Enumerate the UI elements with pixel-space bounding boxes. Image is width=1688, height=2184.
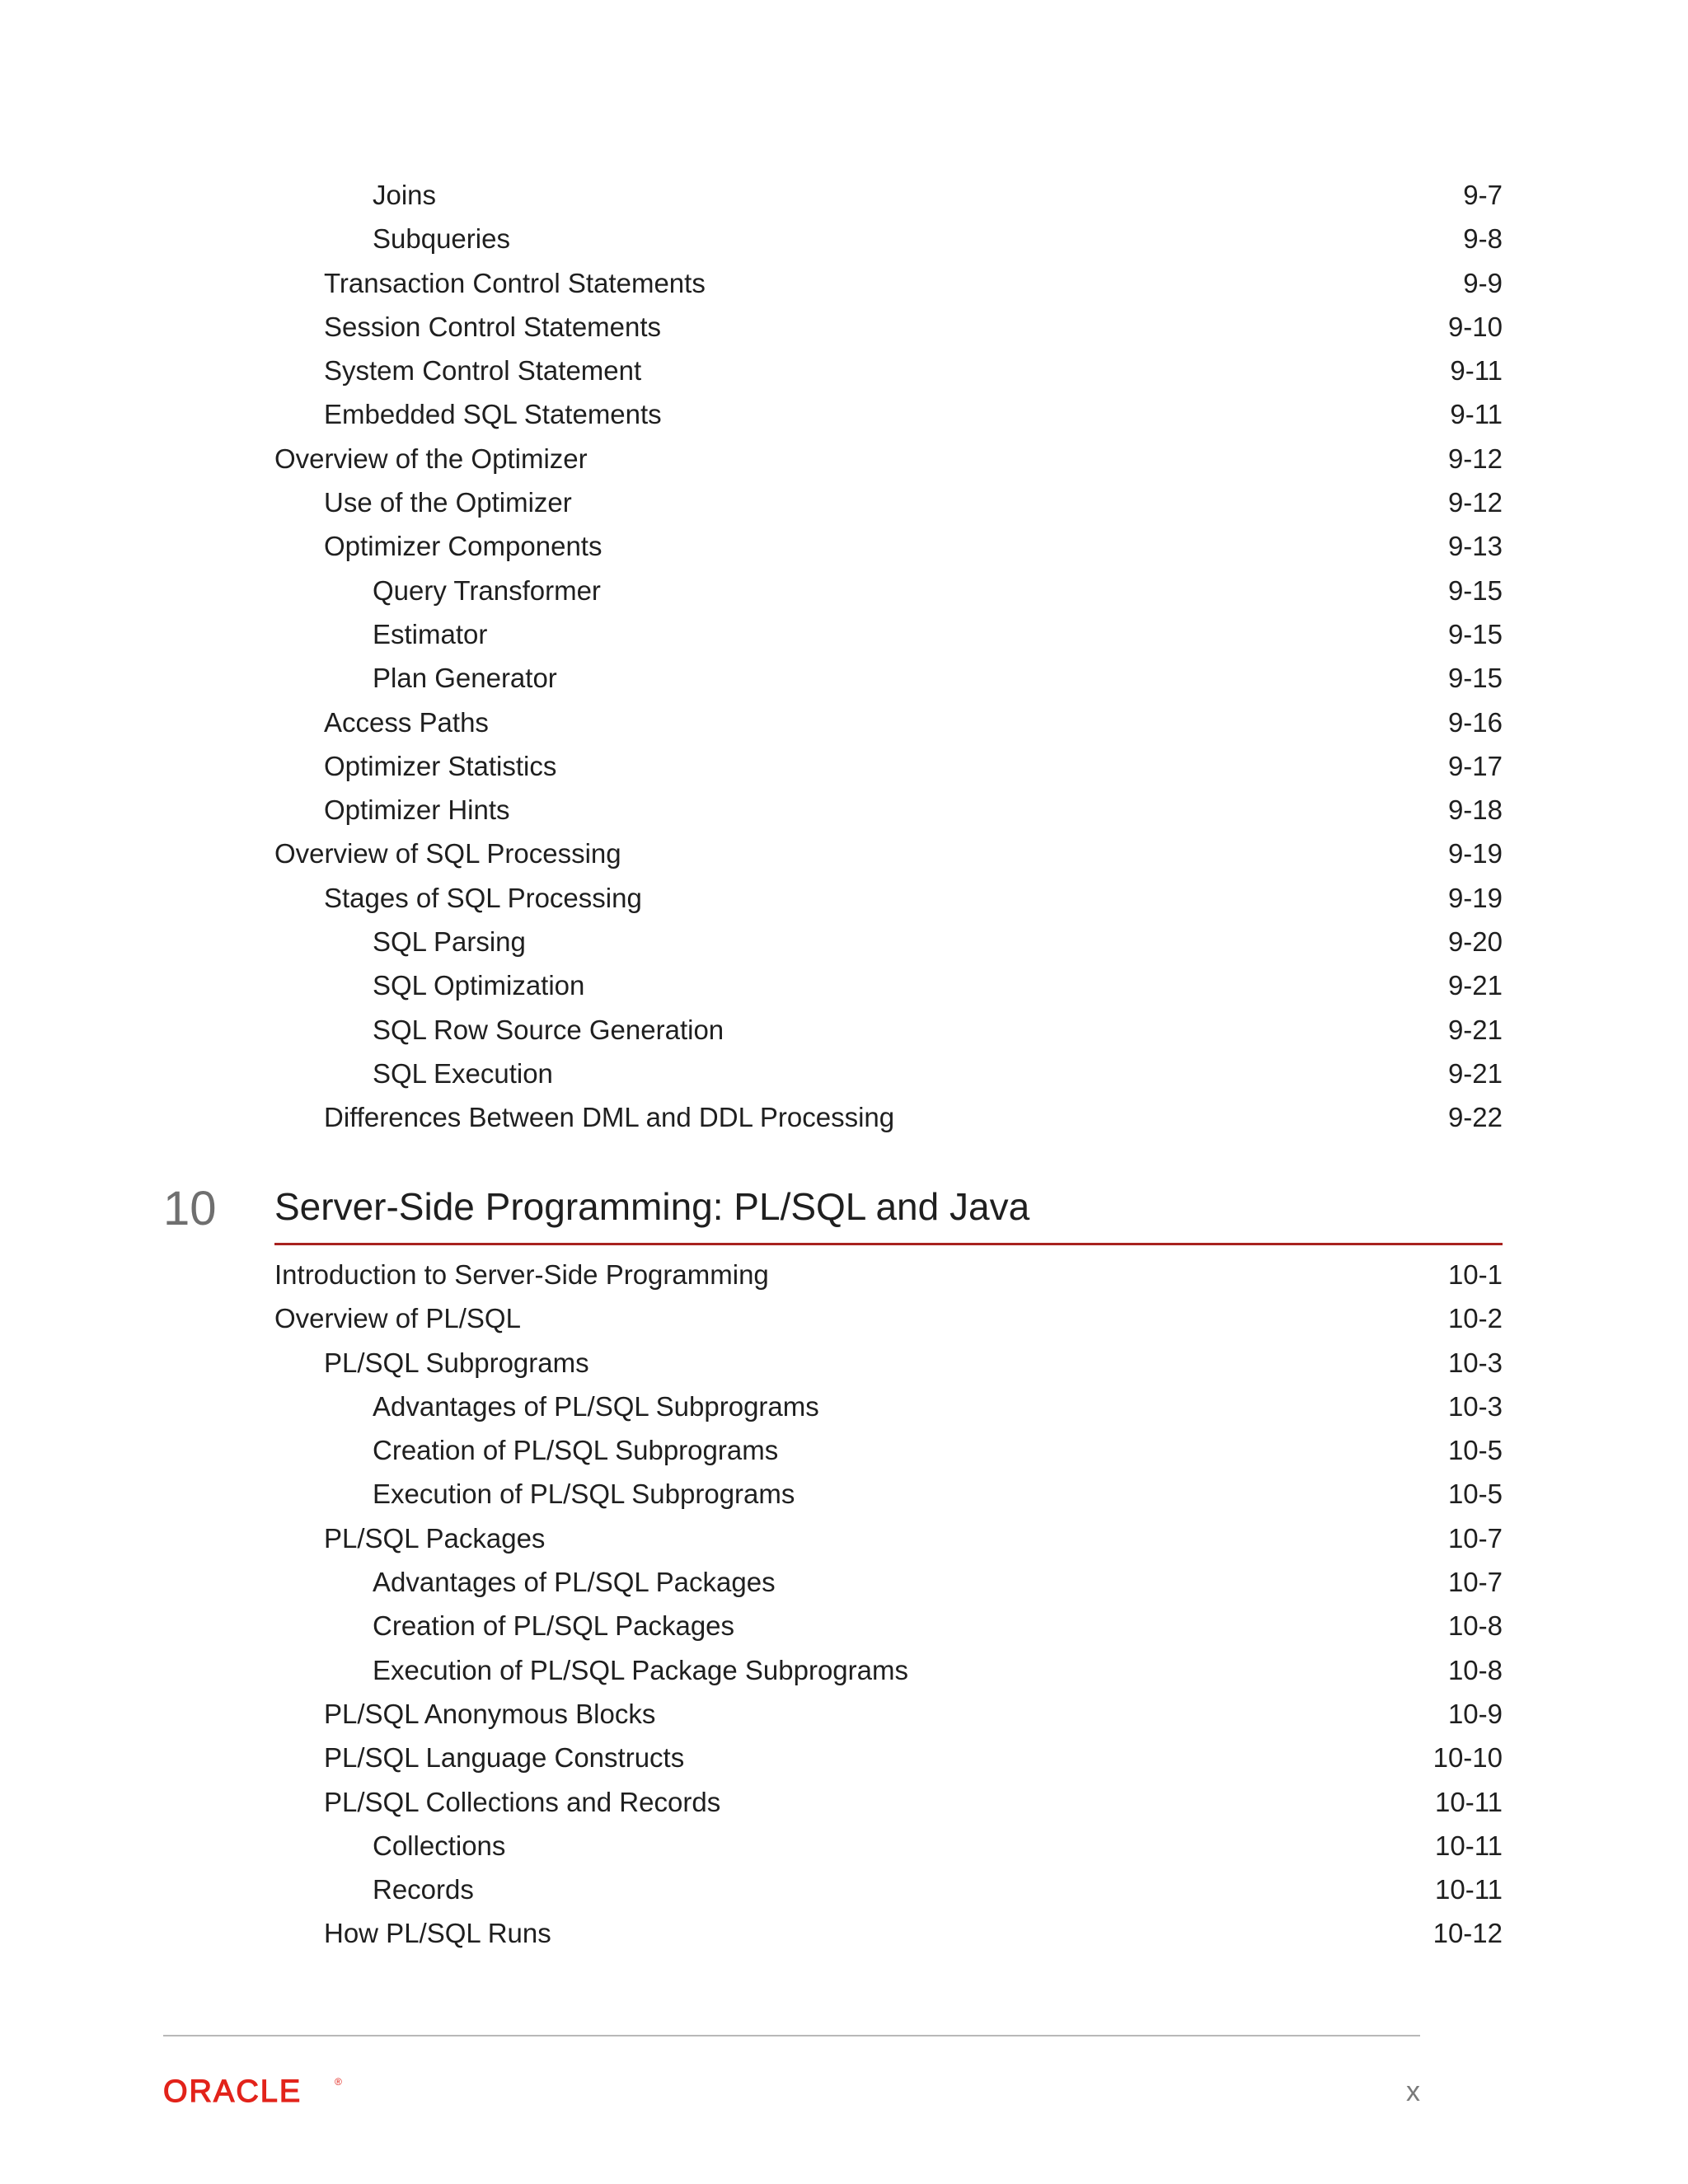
toc-entry[interactable]	[0, 1428, 1688, 1472]
toc-entry-page[interactable]: 9-15	[1447, 663, 1503, 694]
toc-entry-page[interactable]: 10-5	[1447, 1435, 1503, 1466]
toc-entry-page[interactable]: 9-10	[1447, 311, 1503, 342]
toc-entry-title[interactable]: Execution of PL/SQL Subprograms	[373, 1479, 795, 1510]
toc-entry[interactable]	[0, 349, 1688, 392]
toc-entry[interactable]	[0, 437, 1688, 480]
toc-entry-page[interactable]: 9-11	[1450, 399, 1503, 430]
toc-entry-title[interactable]: Differences Between DML and DDL Processing	[324, 1102, 895, 1133]
toc-entry-title[interactable]: PL/SQL Packages	[324, 1522, 546, 1554]
toc-entry-title[interactable]: Transaction Control Statements	[324, 267, 706, 298]
toc-entry-title[interactable]: How PL/SQL Runs	[324, 1918, 551, 1949]
toc-entry-title[interactable]: Session Control Statements	[324, 311, 662, 342]
toc-entry-page[interactable]: 9-15	[1447, 574, 1503, 606]
toc-entry-title[interactable]: SQL Execution	[373, 1057, 553, 1089]
toc-entry-page[interactable]: 9-8	[1463, 223, 1503, 255]
toc-entry[interactable]	[0, 656, 1688, 700]
toc-entry-title[interactable]: Plan Generator	[373, 663, 557, 694]
toc-entry[interactable]	[0, 1008, 1688, 1052]
toc-entry-page[interactable]: 10-3	[1447, 1347, 1503, 1378]
toc-entry-page[interactable]: 10-7	[1447, 1567, 1503, 1598]
toc-entry[interactable]	[0, 1095, 1688, 1139]
toc-entry-title[interactable]: Creation of PL/SQL Subprograms	[373, 1435, 779, 1466]
toc-entry-page[interactable]: 9-12	[1447, 443, 1503, 474]
toc-entry-page[interactable]: 10-11	[1435, 1874, 1503, 1905]
toc-entry-page[interactable]: 9-9	[1463, 267, 1503, 298]
toc-entry[interactable]	[0, 1736, 1688, 1779]
oracle-logo	[163, 2075, 353, 2108]
toc-entry-title[interactable]: Joins	[373, 180, 437, 210]
toc-entry-page[interactable]: 9-21	[1447, 1057, 1503, 1089]
toc-entry[interactable]	[0, 876, 1688, 920]
page-number: x	[1406, 2076, 1420, 2107]
toc-entry[interactable]	[0, 612, 1688, 656]
chapter-rule	[274, 1243, 1503, 1245]
toc-entry[interactable]	[0, 1868, 1688, 1911]
toc-entry-page[interactable]: 9-21	[1447, 970, 1503, 1001]
toc-entry-page[interactable]: 9-21	[1447, 1014, 1503, 1045]
toc-entry-page[interactable]: 9-13	[1447, 531, 1503, 562]
toc-entry-title[interactable]: Optimizer Components	[324, 531, 603, 562]
chapter-title[interactable]: Server-Side Programming: PL/SQL and Java	[274, 1185, 1030, 1228]
toc-entry[interactable]	[0, 1648, 1688, 1692]
toc-entry[interactable]	[0, 1911, 1688, 1955]
toc-entry-page[interactable]: 10-5	[1447, 1479, 1503, 1510]
toc-entry-page[interactable]: 10-8	[1447, 1654, 1503, 1685]
toc-entry[interactable]	[0, 524, 1688, 568]
toc-entry[interactable]	[0, 1780, 1688, 1824]
toc-entry-page[interactable]: 9-19	[1447, 882, 1503, 913]
toc-entry-title[interactable]: Overview of the Optimizer	[274, 443, 588, 474]
toc-entry[interactable]	[0, 1253, 1688, 1296]
toc-entry-title[interactable]: PL/SQL Collections and Records	[324, 1786, 721, 1817]
toc-entry-page[interactable]: 9-11	[1450, 355, 1503, 387]
toc-entry[interactable]	[0, 1296, 1688, 1340]
toc-entry[interactable]	[0, 920, 1688, 963]
toc-entry-page[interactable]: 10-11	[1435, 1786, 1503, 1817]
toc-entry[interactable]	[0, 261, 1688, 305]
toc-entry-title[interactable]: PL/SQL Anonymous Blocks	[324, 1698, 656, 1729]
toc-entry[interactable]	[0, 1052, 1688, 1095]
toc-entry[interactable]	[0, 480, 1688, 524]
toc-entry[interactable]	[0, 832, 1688, 875]
toc-entry[interactable]	[0, 1560, 1688, 1604]
toc-entry[interactable]	[0, 1472, 1688, 1516]
toc-entry[interactable]	[0, 305, 1688, 349]
toc-entry-title[interactable]: Collections	[373, 1830, 506, 1861]
toc-entry-title[interactable]: Execution of PL/SQL Package Subprograms	[373, 1654, 908, 1685]
toc-entry-page[interactable]: 9-20	[1447, 926, 1503, 958]
toc-entry-page[interactable]: 10-11	[1435, 1830, 1503, 1861]
toc-entry-title[interactable]: SQL Parsing	[373, 926, 526, 958]
toc-entry-page[interactable]: 9-15	[1447, 618, 1503, 649]
toc-entry-title[interactable]: PL/SQL Subprograms	[324, 1347, 589, 1378]
toc-entry-page[interactable]: 10-9	[1447, 1698, 1503, 1729]
toc-entry-page[interactable]: 9-18	[1447, 794, 1503, 826]
toc-entry-title[interactable]: System Control Statement	[324, 355, 642, 387]
toc-list-continued	[0, 173, 1688, 1140]
toc-entry-page[interactable]: 10-3	[1447, 1390, 1503, 1422]
toc-entry-page[interactable]: 10-8	[1447, 1610, 1503, 1642]
registered-mark: ®	[335, 2076, 342, 2088]
toc-entry[interactable]	[0, 744, 1688, 788]
footer-rule	[163, 2035, 1420, 2036]
toc-entry[interactable]	[0, 788, 1688, 832]
toc-entry[interactable]	[0, 701, 1688, 744]
toc-entry[interactable]	[0, 1604, 1688, 1647]
toc-entry-page[interactable]: 10-10	[1432, 1742, 1503, 1774]
toc-entry-page[interactable]: 9-16	[1447, 706, 1503, 738]
toc-entry[interactable]	[0, 173, 1688, 217]
toc-entry-page[interactable]: 9-12	[1447, 487, 1503, 518]
toc-entry-page[interactable]: 9-17	[1447, 750, 1503, 781]
toc-entry[interactable]	[0, 392, 1688, 436]
toc-entry-title[interactable]: Overview of PL/SQL	[274, 1303, 521, 1334]
toc-entry-title[interactable]: SQL Optimization	[373, 970, 585, 1001]
toc-entry-title[interactable]: Use of the Optimizer	[324, 487, 572, 518]
toc-entry-title[interactable]: Creation of PL/SQL Packages	[373, 1610, 735, 1642]
toc-entry[interactable]	[0, 217, 1688, 260]
toc-entry-title[interactable]: Records	[373, 1874, 474, 1905]
toc-entry-title[interactable]: Access Paths	[324, 706, 489, 738]
toc-entry-title[interactable]: PL/SQL Language Constructs	[324, 1742, 685, 1774]
toc-entry[interactable]	[0, 569, 1688, 612]
toc-entry-title[interactable]: Overview of SQL Processing	[274, 838, 621, 869]
toc-entry[interactable]	[0, 1341, 1688, 1385]
toc-entry-title[interactable]: Advantages of PL/SQL Packages	[373, 1567, 776, 1598]
toc-list-chapter-10	[0, 1253, 1688, 1956]
toc-entry-title[interactable]: Optimizer Statistics	[324, 750, 557, 781]
toc-entry-title[interactable]: Stages of SQL Processing	[324, 882, 642, 913]
toc-entry-title[interactable]: Embedded SQL Statements	[324, 399, 662, 430]
toc-entry[interactable]	[0, 1516, 1688, 1560]
toc-entry-title[interactable]: Query Transformer	[373, 574, 601, 606]
toc-entry-page[interactable]: 10-2	[1447, 1303, 1503, 1334]
toc-entry-page[interactable]: 10-7	[1447, 1522, 1503, 1554]
toc-entry-title[interactable]: Introduction to Server-Side Programming	[274, 1259, 769, 1290]
toc-entry[interactable]	[0, 1824, 1688, 1868]
toc-entry-page[interactable]: 9-22	[1447, 1102, 1503, 1133]
toc-entry-page[interactable]: 9-7	[1463, 180, 1503, 210]
toc-entry[interactable]	[0, 1692, 1688, 1736]
chapter-number: 10	[163, 1182, 217, 1235]
toc-entry-page[interactable]: 9-19	[1447, 838, 1503, 869]
toc-entry[interactable]	[0, 1385, 1688, 1428]
toc-entry-title[interactable]: Optimizer Hints	[324, 794, 510, 826]
toc-entry[interactable]	[0, 963, 1688, 1007]
toc-entry-page[interactable]: 10-1	[1447, 1259, 1503, 1290]
toc-entry-page[interactable]: 10-12	[1432, 1918, 1503, 1949]
toc-entry-title[interactable]: Estimator	[373, 618, 488, 649]
toc-entry-title[interactable]: Advantages of PL/SQL Subprograms	[373, 1390, 819, 1422]
toc-entry-title[interactable]: SQL Row Source Generation	[373, 1014, 724, 1045]
oracle-logo-text: ORACLE	[163, 2075, 302, 2108]
toc-entry-title[interactable]: Subqueries	[373, 223, 510, 255]
